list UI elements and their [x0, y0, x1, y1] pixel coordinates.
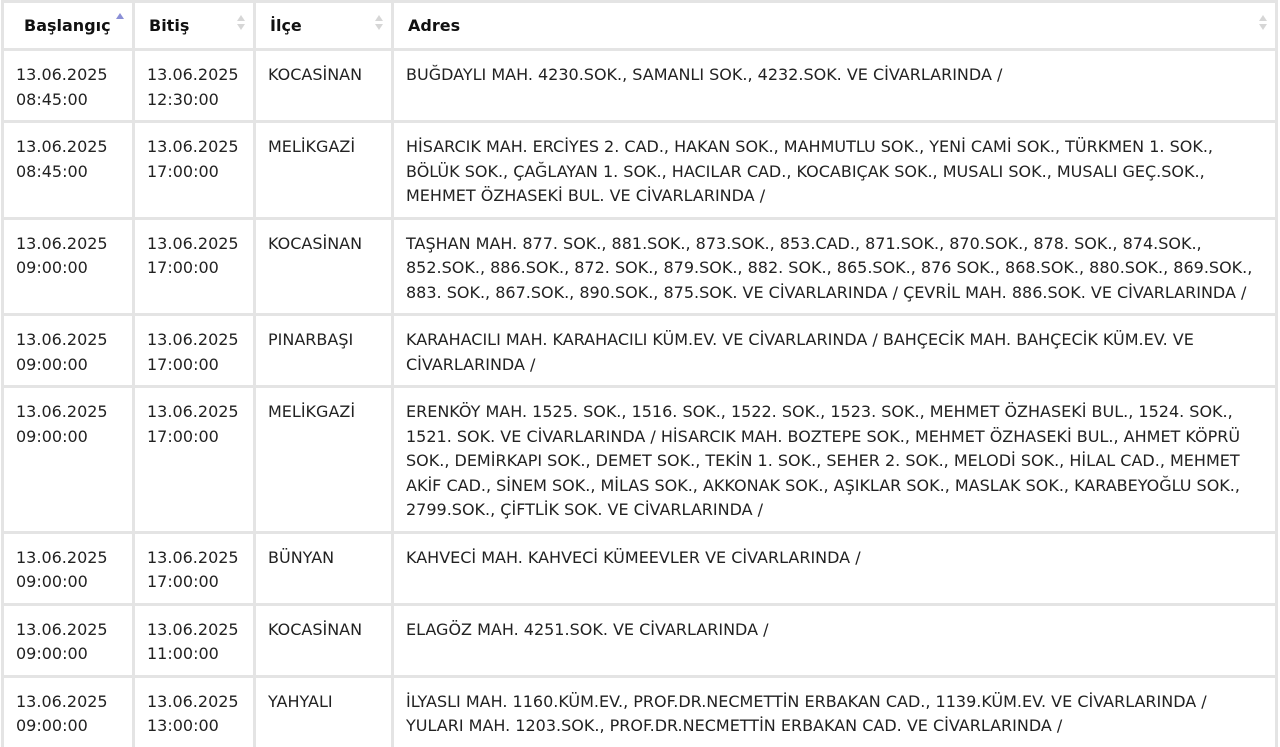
table-row: [3, 387, 1277, 533]
cell-district: KOCASİNAN: [255, 604, 393, 676]
end-date: 13.06.2025: [147, 65, 239, 84]
column-header-label: İlçe: [270, 16, 302, 35]
cell-address: İLYASLI MAH. 1160.KÜM.EV., PROF.DR.NECMETTİN ERBAKAN CAD., 1139.KÜM.EV. VE CİVARLARINDA / YULARI MAH. 1203.SOK., PROF.DR.NECMETTİN ERBAKAN CAD. VE CİVARLARINDA /: [393, 676, 1277, 747]
column-header-label: Bitiş: [149, 16, 190, 35]
table-row: [3, 122, 1277, 219]
cell-address: KAHVECİ MAH. KAHVECİ KÜMEEVLER VE CİVARLARINDA /: [393, 532, 1277, 604]
table-body: [3, 50, 1277, 747]
end-date: 13.06.2025: [147, 547, 239, 567]
cell-district: KOCASİNAN: [255, 50, 393, 122]
end-time: 17:00:00: [147, 354, 219, 374]
sort-ascending-icon[interactable]: [116, 13, 124, 31]
end-date: 13.06.2025: [147, 619, 239, 639]
cell-start: [3, 604, 134, 676]
start-date: 13.06.2025: [16, 619, 108, 639]
sort-icon[interactable]: [375, 15, 383, 33]
start-time: 09:00:00: [16, 716, 88, 735]
start-date: 13.06.2025: [16, 330, 108, 349]
cell-end: [134, 532, 255, 604]
table-row: [3, 218, 1277, 315]
cell-end: [134, 676, 255, 747]
start-time: 09:00:00: [16, 644, 88, 663]
table-row: [3, 604, 1277, 676]
column-header-district[interactable]: [255, 2, 393, 50]
end-time: 17:00:00: [147, 572, 219, 591]
cell-end: [134, 122, 255, 219]
start-time: 09:00:00: [16, 426, 88, 446]
column-header-address[interactable]: [393, 2, 1277, 50]
end-time: 17:00:00: [147, 161, 219, 181]
sort-icon[interactable]: [237, 15, 245, 33]
end-time: 17:00:00: [147, 426, 219, 446]
cell-district: YAHYALI: [255, 676, 393, 747]
start-time: 08:45:00: [16, 89, 88, 109]
table-row: [3, 676, 1277, 747]
cell-district: MELİKGAZİ: [255, 387, 393, 533]
column-header-end[interactable]: [134, 2, 255, 50]
column-header-label: Adres: [408, 16, 461, 35]
column-header-start[interactable]: [3, 2, 134, 50]
cell-end: [134, 218, 255, 315]
column-header-label: Başlangıç: [24, 16, 111, 35]
end-time: 13:00:00: [147, 716, 219, 735]
cell-start: [3, 50, 134, 122]
cell-start: [3, 532, 134, 604]
cell-start: [3, 218, 134, 315]
table-header-row: [3, 2, 1277, 50]
table-row: [3, 532, 1277, 604]
cell-address: HİSARCIK MAH. ERCİYES 2. CAD., HAKAN SOK., MAHMUTLU SOK., YENİ CAMİ SOK., TÜRKMEN 1. SOK., BÖLÜK SOK., ÇAĞLAYAN 1. SOK., HACILAR CAD., KOCABIÇAK SOK., MUSALI SOK., MUSALI GEÇ.SOK., MEHMET ÖZHASEKİ BUL. VE CİVARLARINDA /: [393, 122, 1277, 219]
start-time: 09:00:00: [16, 572, 88, 591]
end-date: 13.06.2025: [147, 137, 239, 156]
start-date: 13.06.2025: [16, 402, 108, 421]
start-date: 13.06.2025: [16, 137, 108, 156]
start-time: 08:45:00: [16, 161, 88, 181]
end-date: 13.06.2025: [147, 233, 239, 253]
cell-district: MELİKGAZİ: [255, 122, 393, 219]
start-time: 09:00:00: [16, 354, 88, 374]
cell-end: [134, 50, 255, 122]
sort-icon[interactable]: [1259, 15, 1267, 33]
table-row: [3, 315, 1277, 387]
cell-address: TAŞHAN MAH. 877. SOK., 881.SOK., 873.SOK., 853.CAD., 871.SOK., 870.SOK., 878. SOK., 874.SOK., 852.SOK., 886.SOK., 872. SOK., 879.SOK., 882. SOK., 865.SOK., 876 SOK., 868.SOK., 880.SOK., 869.SOK., 883. SOK., 867.SOK., 890.SOK., 875.SOK. VE CİVARLARINDA / ÇEVRİL MAH. 886.SOK. VE CİVARLARINDA /: [393, 218, 1277, 315]
end-time: 11:00:00: [147, 644, 219, 663]
cell-end: [134, 387, 255, 533]
start-date: 13.06.2025: [16, 233, 108, 253]
cell-start: [3, 387, 134, 533]
end-date: 13.06.2025: [147, 330, 239, 349]
cell-address: KARAHACILI MAH. KARAHACILI KÜM.EV. VE CİVARLARINDA / BAHÇECİK MAH. BAHÇECİK KÜM.EV. VE CİVARLARINDA /: [393, 315, 1277, 387]
start-date: 13.06.2025: [16, 691, 108, 711]
start-date: 13.06.2025: [16, 65, 108, 84]
cell-end: [134, 604, 255, 676]
end-date: 13.06.2025: [147, 402, 239, 421]
start-time: 09:00:00: [16, 258, 88, 277]
cell-end: [134, 315, 255, 387]
start-date: 13.06.2025: [16, 547, 108, 567]
cell-district: PINARBAŞI: [255, 315, 393, 387]
cell-start: [3, 122, 134, 219]
cell-district: KOCASİNAN: [255, 218, 393, 315]
cell-start: [3, 676, 134, 747]
end-time: 17:00:00: [147, 258, 219, 277]
cell-address: ERENKÖY MAH. 1525. SOK., 1516. SOK., 1522. SOK., 1523. SOK., MEHMET ÖZHASEKİ BUL., 1524. SOK., 1521. SOK. VE CİVARLARINDA / HİSARCIK MAH. BOZTEPE SOK., MEHMET ÖZHASEKİ BUL., AHMET KÖPRÜ SOK., DEMİRKAPI SOK., DEMET SOK., TEKİN 1. SOK., SEHER 2. SOK., MELODİ SOK., HİLAL CAD., MEHMET AKİF CAD., SİNEM SOK., MİLAS SOK., AKKONAK SOK., AŞIKLAR SOK., MASLAK SOK., KARABEYOĞLU SOK., 2799.SOK., ÇİFTLİK SOK. VE CİVARLARINDA /: [393, 387, 1277, 533]
cell-address: ELAGÖZ MAH. 4251.SOK. VE CİVARLARINDA /: [393, 604, 1277, 676]
cell-district: BÜNYAN: [255, 532, 393, 604]
cell-address: BUĞDAYLI MAH. 4230.SOK., SAMANLI SOK., 4232.SOK. VE CİVARLARINDA /: [393, 50, 1277, 122]
end-time: 12:30:00: [147, 89, 219, 109]
end-date: 13.06.2025: [147, 691, 239, 711]
table-row: [3, 50, 1277, 122]
outage-table: [1, 0, 1278, 747]
cell-start: [3, 315, 134, 387]
